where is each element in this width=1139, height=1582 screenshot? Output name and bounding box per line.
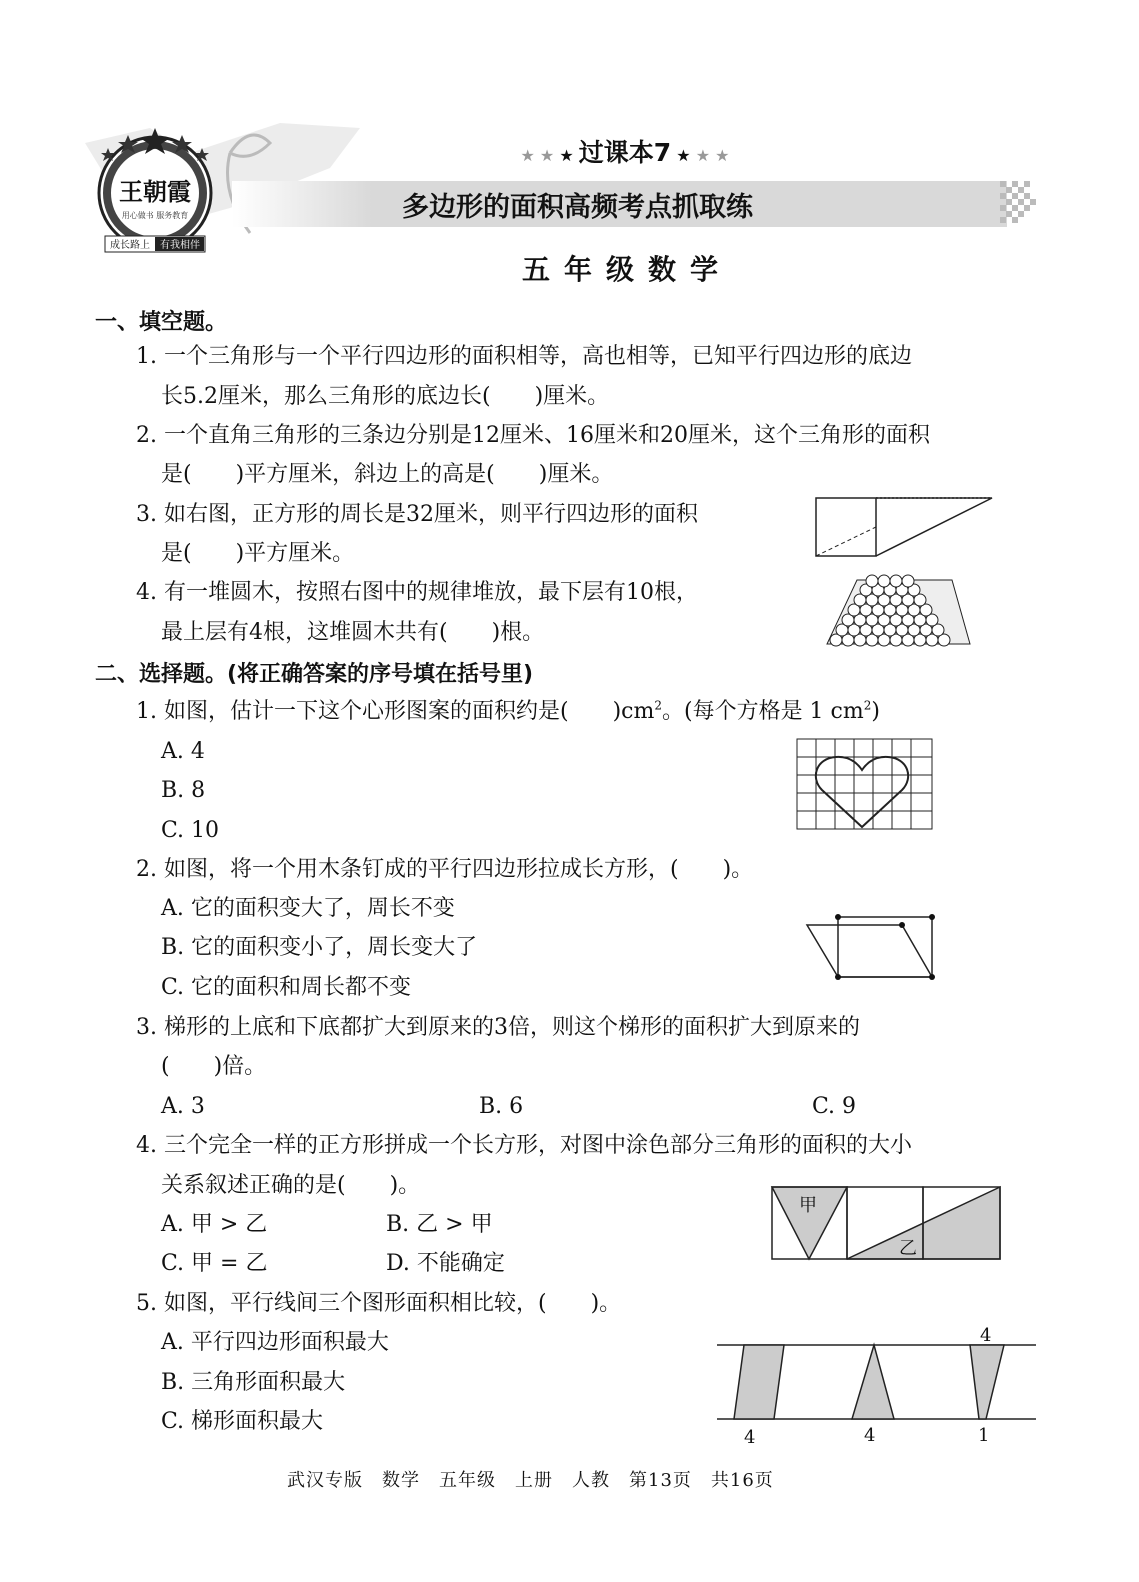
s2-q4-stem-line2: 关系叙述正确的是( )。 <box>161 1173 421 1198</box>
square-parallelogram-figure <box>812 495 998 561</box>
page-footer: 武汉专版 数学 五年级 上册 人教 第13页 共16页 <box>287 1470 774 1491</box>
s2-q2-stem: 2. 如图，将一个用木条钉成的平行四边形拉成长方形，( )。 <box>136 857 754 882</box>
section2-heading: 二、选择题。(将正确答案的序号填在括号里) <box>95 662 534 687</box>
s2-q3-stem-line2: ( )倍。 <box>161 1054 267 1079</box>
s1-q4-line2: 最上层有4根，这堆圆木共有( )根。 <box>161 620 545 645</box>
s2-q1-stem <box>136 697 880 727</box>
s1-q3-line2: 是( )平方厘米。 <box>161 541 355 566</box>
logo-motto-left: 成长路上 <box>110 240 150 251</box>
s2-q4-option-d: D. 不能确定 <box>386 1251 505 1276</box>
s2-q1-option-b: B. 8 <box>161 778 206 803</box>
s2-q4-option-a: A. 甲 > 乙 <box>161 1212 268 1237</box>
s2-q1-sup-a: 2 <box>654 698 662 713</box>
parallel-lines-figure <box>714 1322 1038 1450</box>
s2-q5-option-b: B. 三角形面积最大 <box>161 1370 346 1395</box>
label-trap-bottom: 1 <box>978 1425 990 1446</box>
checker-decoration <box>1000 181 1036 227</box>
s1-q3-line1: 3. 如右图，正方形的周长是32厘米，则平行四边形的面积 <box>136 502 698 527</box>
s2-q3-option-b: B. 6 <box>479 1094 524 1119</box>
parallelogram-rectangle-figure <box>802 910 938 982</box>
s2-q3-stem-line1: 3. 梯形的上底和下底都扩大到原来的3倍，则这个梯形的面积扩大到原来的 <box>136 1015 860 1040</box>
s2-q5-option-a: A. 平行四边形面积最大 <box>161 1330 389 1355</box>
page-subtitle: 五年级数学 <box>522 253 733 286</box>
s1-q1-line2: 长5.2厘米，那么三角形的底边长( )厘米。 <box>161 384 610 409</box>
s2-q2-option-a: A. 它的面积变大了，周长不变 <box>161 896 455 921</box>
s2-q1-stem-a: 1. 如图，估计一下这个心形图案的面积约是( )cm <box>136 699 655 724</box>
log-pile-figure <box>822 572 972 652</box>
three-squares-figure <box>769 1184 1005 1262</box>
s2-q1-stem-b: 。(每个方格是 1 cm <box>661 699 864 724</box>
lesson-header: ★ ★ ★ 过课本7 ★ ★ ★ <box>520 138 730 167</box>
label-tri-base: 4 <box>864 1425 876 1446</box>
label-yi: 乙 <box>899 1238 917 1259</box>
s2-q5-stem: 5. 如图，平行线间三个图形面积相比较，( )。 <box>136 1291 622 1316</box>
s2-q4-option-b: B. 乙 > 甲 <box>386 1212 493 1237</box>
logo-motto-right: 有我相伴 <box>160 240 200 251</box>
s2-q4-stem-line1: 4. 三个完全一样的正方形拼成一个长方形，对图中涂色部分三角形的面积的大小 <box>136 1133 912 1158</box>
section1-heading: 一、填空题。 <box>95 310 228 335</box>
logo-tagline: 用心做书 服务教育 <box>121 211 189 220</box>
s2-q5-option-c: C. 梯形面积最大 <box>161 1409 324 1434</box>
s2-q1-stem-c: ) <box>871 699 880 724</box>
logo-brand: 王朝霞 <box>119 177 191 206</box>
label-jia: 甲 <box>799 1195 817 1216</box>
s2-q3-option-a: A. 3 <box>161 1094 205 1119</box>
s2-q1-option-c: C. 10 <box>161 818 220 843</box>
s2-q1-option-a: A. 4 <box>161 739 205 764</box>
page-title: 多边形的面积高频考点抓取练 <box>402 192 753 223</box>
s1-q2-line2: 是( )平方厘米，斜边上的高是( )厘米。 <box>161 462 614 487</box>
s2-q4-option-c: C. 甲 = 乙 <box>161 1251 268 1276</box>
s1-q4-line1: 4. 有一堆圆木，按照右图中的规律堆放，最下层有10根， <box>136 580 698 605</box>
heart-grid-figure <box>796 738 934 832</box>
s1-q1-line1: 1. 一个三角形与一个平行四边形的面积相等，高也相等，已知平行四边形的底边 <box>136 344 912 369</box>
s2-q2-option-b: B. 它的面积变小了，周长变大了 <box>161 935 478 960</box>
s1-q2-line1: 2. 一个直角三角形的三条边分别是12厘米、16厘米和20厘米，这个三角形的面积 <box>136 423 930 448</box>
label-trap-top: 4 <box>980 1325 992 1346</box>
label-para-base: 4 <box>744 1427 756 1448</box>
s2-q3-option-c: C. 9 <box>812 1094 857 1119</box>
lesson-label: 过课本7 <box>578 138 672 167</box>
s2-q1-sup-b: 2 <box>863 698 872 713</box>
s2-q2-option-c: C. 它的面积和周长都不变 <box>161 975 412 1000</box>
